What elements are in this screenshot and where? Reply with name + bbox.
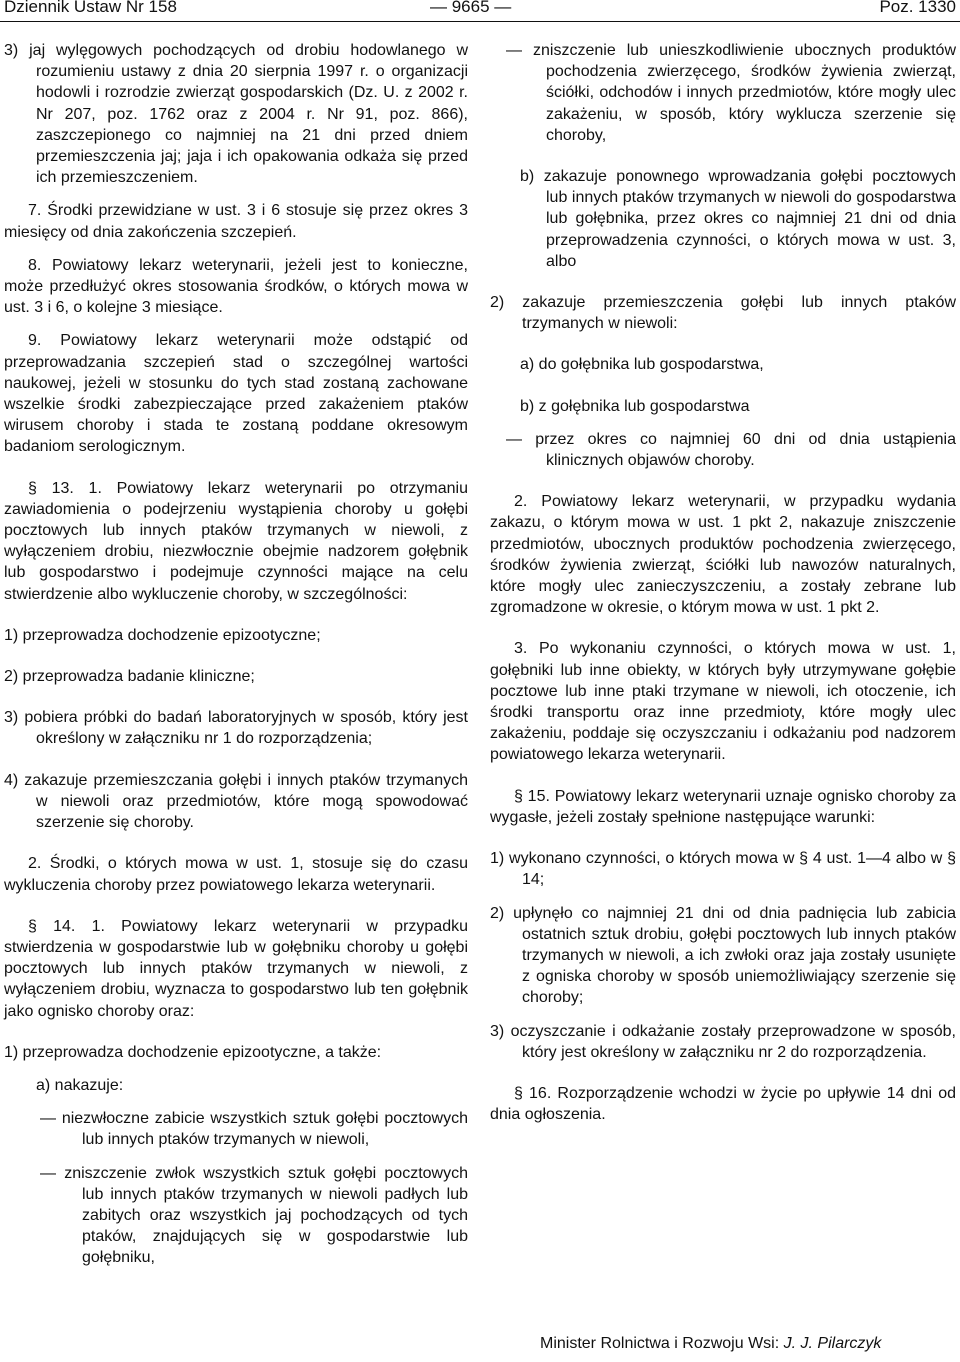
section-14-letter-a: a) nakazuje: [36,1076,124,1094]
item-2: 2) zakazuje przemieszczenia gołębi lub innych ptaków trzymanych w niewoli: [490,294,956,333]
section-15-item-2: 2) upłynęło co najmniej 21 dni od dnia padnięcia lub zabicia ostatnich sztuk drobiu, gołębi pocztowych lub innych ptaków trzymanych w niewoli, a ich zwłoki oraz jaja zostały usunięte z ogniska choroby w sposób uniemożliwiający szerzenie się choroby; [490,904,956,1007]
section-15-item-1: 1) wykonano czynności, o których mowa w § 4 ust. 1—4 albo w § 14; [490,850,956,889]
dash-continuation: — zniszczenie lub unieszkodliwienie ubocznych produktów pochodzenia zwierzęcego, środków żywienia zwierząt, ściółki, odchodów i innych przedmiotów, które mogły ulec zakażeniu, w sposób, który wyklucza szerzenie się choroby, [506,42,956,144]
paragraph-9: 9. Powiatowy lekarz weterynarii może odstąpić od przeprowadzania szczepień stad o szczególnej wartości naukowej, jeżeli w stosunku do tych stad zostaną zachowane wszelkie środki zabezpieczające przed zakażeniem ptaków wirusem choroby i stada te zostaną poddane okresowym badaniom serologicznym. [4,332,468,456]
item-2-letter-a: a) do gołębnika lub gospodarstwa, [520,356,764,374]
signature [540,1335,881,1353]
item-2-letter-b: b) z gołębnika lub gospodarstwa [520,397,750,415]
item-2-dash: — przez okres co najmniej 60 dni od dnia ustąpienia klinicznych objawów choroby. [506,430,956,470]
header-rule [0,21,960,22]
section-14-para-3: 3. Po wykonaniu czynności, o których mowa w ust. 1, gołębniki lub inne obiekty, w których były utrzymywane gołębie pocztowe lub inne ptaki trzymane w niewoli, ich otoczenie, ich środki transportu oraz inne przedmioty, które mogły ulec zakażeniu, poddaje się oczyszczaniu i odkażaniu pod nadzorem powiatowego lekarza weterynarii. [490,640,956,764]
right-column [490,40,956,1125]
page-number: — 9665 — [430,0,512,16]
section-15: § 15. Powiatowy lekarz weterynarii uznaje ognisko choroby za wygasłe, jeżeli zostały spełnione następujące warunki: [490,787,956,826]
section-13-item-2: 2) przeprowadza badanie kliniczne; [4,668,255,686]
position-number: Poz. 1330 [879,0,956,16]
letter-b: b) zakazuje ponownego wprowadzania gołębi pocztowych lub innych ptaków trzymanych w niewoli do gospodarstwa lub gołębnika, przez okres co najmniej 21 dni od dnia przeprowadzenia czynności, o których mowa w ust. 3, albo [520,168,956,270]
section-13-item-3: 3) pobiera próbki do badań laboratoryjnych w sposób, który jest określony w załączniku nr 1 do rozporządzenia; [4,709,468,748]
page-header [0,0,960,24]
section-13-para-2: 2. Środki, o których mowa w ust. 1, stosuje się do czasu wykluczenia choroby przez powiatowego lekarza weterynarii. [4,855,468,894]
section-14: § 14. 1. Powiatowy lekarz weterynarii w przypadku stwierdzenia w gospodarstwie lub w gołębniku choroby u gołębi pocztowych lub innych ptaków trzymanych w niewoli, z wyłączeniem drobiu, wyznacza to gospodarstwo lub ten gołębnik jako ognisko choroby oraz: [4,917,468,1020]
section-13-item-4: 4) zakazuje przemieszczania gołębi i innych ptaków trzymanych w niewoli oraz przedmiotów, które mogą spowodować szerzenie się choroby. [4,771,468,832]
section-13-item-1: 1) przeprowadza dochodzenie epizootyczne; [4,626,321,644]
paragraph-8: 8. Powiatowy lekarz weterynarii, jeżeli jest to konieczne, może przedłużyć okres stosowania środków, o których mowa w ust. 3 i 6, o kolejne 3 miesiące. [4,256,468,317]
section-14-dash-2: — zniszczenie zwłok wszystkich sztuk gołębi pocztowych lub innych ptaków trzymanych w niewoli padłych lub zabitych oraz wszystkich jaj pochodzących od tych ptaków, znajdujących się w gospodarstwie lub gołębniku, [40,1164,468,1267]
section-16: § 16. Rozporządzenie wchodzi w życie po upływie 14 dni od dnia ogłoszenia. [490,1084,956,1124]
section-13: § 13. 1. Powiatowy lekarz weterynarii po otrzymaniu zawiadomienia o podejrzeniu wystąpienia choroby u gołębi pocztowych lub innych ptaków trzymanych w niewoli, z wyłączeniem drobiu, niezwłocznie obejmie nadzorem gołębnik lub gospodarstwo i podejmuje czynności mające na celu stwierdzenie albo wykluczenie choroby, w szczególności: [4,479,468,603]
section-14-item-1: 1) przeprowadza dochodzenie epizootyczne, a także: [4,1043,382,1061]
section-14-dash-1: — niezwłoczne zabicie wszystkich sztuk gołębi pocztowych lub innych ptaków trzymanych w niewoli, [40,1110,468,1149]
left-column [4,40,468,1269]
signature-name: J. J. Pilarczyk [783,1335,882,1352]
section-15-item-3: 3) oczyszczanie i odkażanie zostały przeprowadzone w sposób, który jest określony w załączniku nr 2 do rozporządzenia. [490,1022,956,1061]
signature-role: Minister Rolnictwa i Rozwoju Wsi: [540,1335,780,1352]
paragraph-7: 7. Środki przewidziane w ust. 3 i 6 stosuje się przez okres 3 miesięcy od dnia zakończenia szczepień. [4,202,468,241]
journal-title: Dziennik Ustaw Nr 158 [4,0,177,16]
section-14-para-2: 2. Powiatowy lekarz weterynarii, w przypadku wydania zakazu, o którym mowa w ust. 1 pkt 2, nakazuje zniszczenie przedmiotów, ubocznych produktów pochodzenia zwierzęcego, środków żywienia zwierząt, ściółki lub nawozów naturalnych, które mogły ulec zanieczyszczeniu, a zostały zebrane lub zgromadzone w okresie, o którym mowa w ust. 1 pkt 2. [490,493,956,617]
paragraph-item-3: 3) jaj wylęgowych pochodzących od drobiu hodowlanego w rozumieniu ustawy z dnia 20 sierpnia 1997 r. o organizacji hodowli i rozrodzie zwierząt gospodarskich (Dz. U. z 2002 r. Nr 207, poz. 1762 oraz z 2004 r. Nr 91, poz. 866), zaszczepionego co najmniej na 21 dni przed dniem przemieszczenia jaj; jaja i ich opakowania odkaża się przed ich przemieszczeniem. [4,42,468,187]
